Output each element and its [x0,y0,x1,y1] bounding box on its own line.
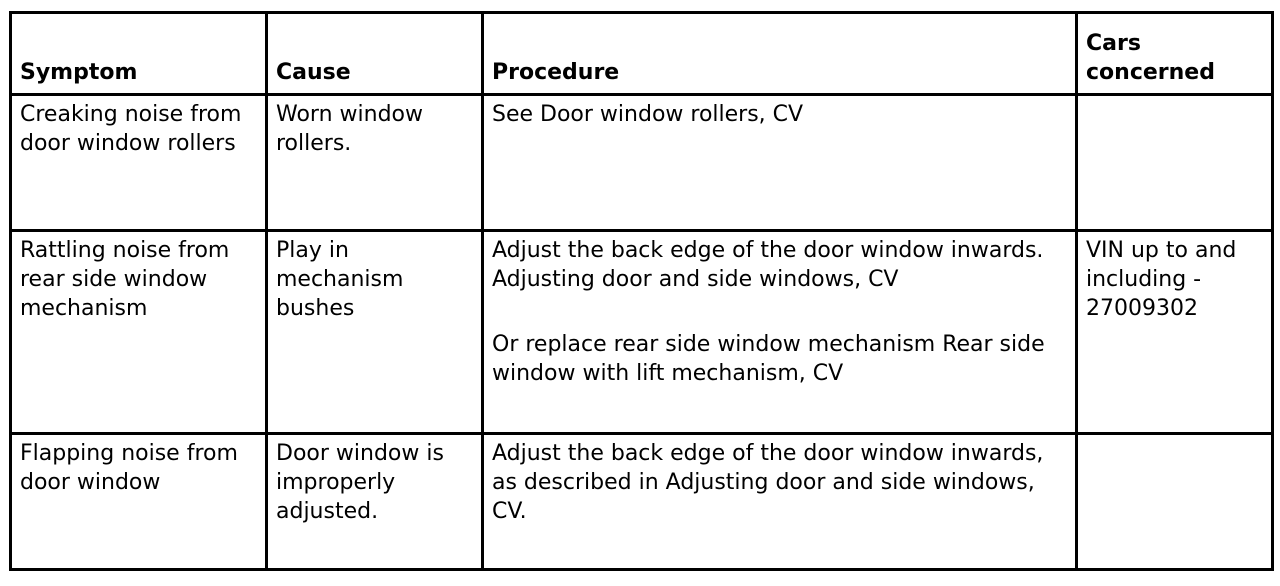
procedure-cell [483,95,1077,231]
cause-cell: Door window is improperly adjusted. [267,434,483,570]
procedure-paragraph: Adjust the back edge of the door window inwards. Adjusting door and side windows, CV [492,238,1044,292]
cause-cell: Play in mechanism bushes [267,231,483,434]
header-symptom: Symptom [11,13,267,95]
cars-concerned-cell [1077,95,1273,231]
symptom-cell: Creaking noise from door window rollers [11,95,267,231]
procedure-cell [483,434,1077,570]
table-header-row [11,13,1273,95]
header-cause: Cause [267,13,483,95]
cause-cell: Worn window rollers. [267,95,483,231]
symptom-cell: Rattling noise from rear side window mechanism [11,231,267,434]
cars-concerned-cell [1077,434,1273,570]
header-cars-concerned: Cars concerned [1077,13,1273,95]
table-row [11,95,1273,231]
symptom-table [9,11,1274,571]
procedure-paragraph: See Door window rollers, CV [492,102,804,127]
procedure-cell [483,231,1077,434]
table-row [11,231,1273,434]
header-procedure: Procedure [483,13,1077,95]
table-row [11,434,1273,570]
procedure-paragraph: Or replace rear side window mechanism Rear side window with lift mechanism, CV [492,332,1045,386]
cars-concerned-cell: VIN up to and including - 27009302 [1077,231,1273,434]
procedure-paragraph: Adjust the back edge of the door window inwards, as described in Adjusting door and side windows, CV. [492,441,1044,524]
symptom-cell: Flapping noise from door window [11,434,267,570]
